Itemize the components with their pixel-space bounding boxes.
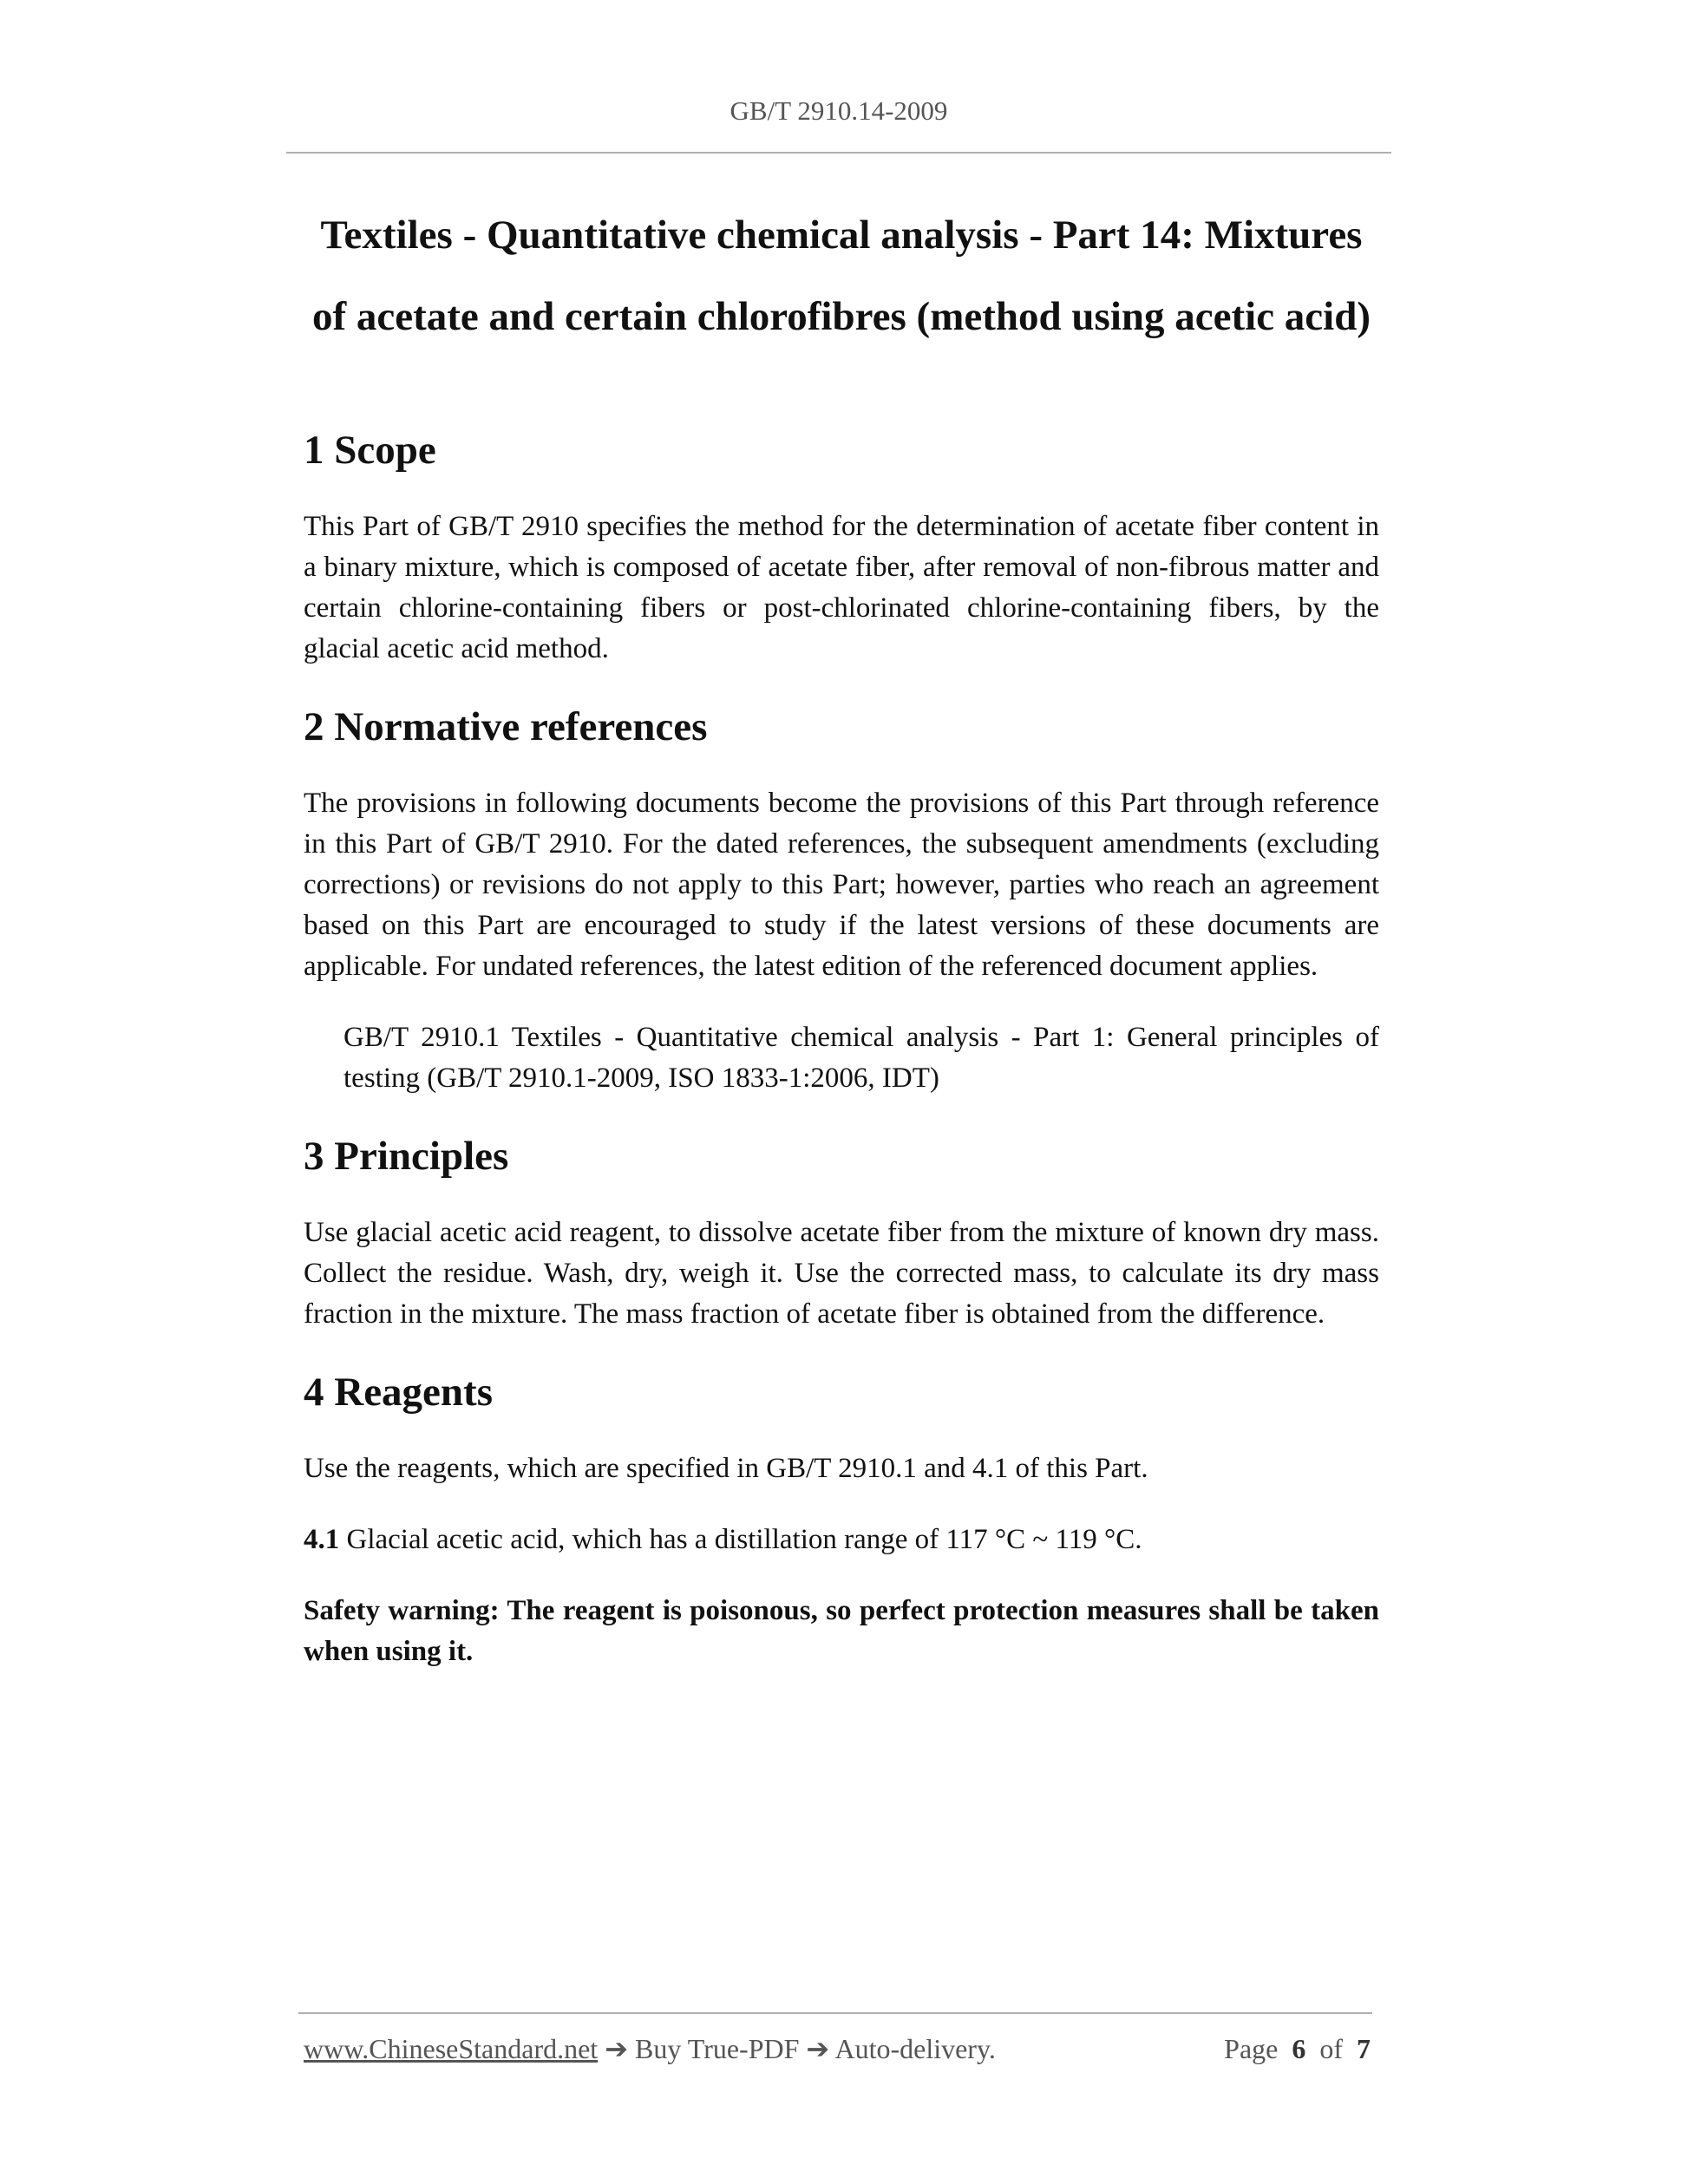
document-title-line-1: Textiles - Quantitative chemical analysis - Part 14: Mixtures [320, 213, 1363, 258]
header-divider [286, 152, 1391, 154]
footer-promo-text: ➔ Buy True-PDF ➔ Auto-delivery. [598, 2033, 996, 2064]
page-total: 7 [1357, 2033, 1371, 2064]
section-heading-reagents: 4 Reagents [304, 1370, 493, 1415]
page-current: 6 [1292, 2033, 1306, 2064]
page-footer [304, 2030, 1371, 2068]
footer-divider [298, 2012, 1372, 2014]
page-number [1224, 2030, 1371, 2068]
running-header: GB/T 2910.14-2009 [730, 95, 948, 126]
section-heading-normative-references: 2 Normative references [304, 704, 708, 749]
document-title [304, 194, 1379, 357]
safety-warning: Safety warning: The reagent is poisonous, so perfect protection measures shall be taken when using it. [304, 1595, 1379, 1667]
reagents-paragraph: Use the reagents, which are specified in GB/T 2910.1 and 4.1 of this Part. [304, 1453, 1148, 1484]
principles-paragraph: Use glacial acetic acid reagent, to dissolve acetate fiber from the mixture of known dry mass. Collect the residue. Wash, dry, weigh it. Use the corrected mass, to calculate its dry mass fraction in the mixture. The mass fraction of acetate fiber is obtained from the difference. [304, 1217, 1379, 1330]
clause-text: Glacial acetic acid, which has a distillation range of 117 °C ~ 119 °C. [339, 1524, 1142, 1555]
page-of-label: of [1319, 2033, 1343, 2064]
clause-number: 4.1 [304, 1524, 340, 1555]
reagent-clause-4-1 [304, 1520, 1379, 1560]
normative-references-paragraph: The provisions in following documents become the provisions of this Part through reference in this Part of GB/T 2910. For the dated references, the subsequent amendments (excluding corrections) or revisions do not apply to this Part; however, parties who reach an agreement based on this Part are encouraged to study if the latest versions of these documents are applicable. For undated references, the latest edition of the referenced document applies. [304, 788, 1379, 982]
document-title-line-2: of acetate and certain chlorofibres (method using acetic acid) [311, 294, 1371, 339]
document-body [304, 194, 1379, 1672]
website-link[interactable]: www.ChineseStandard.net [304, 2033, 599, 2064]
normative-reference-item: GB/T 2910.1 Textiles - Quantitative chemical analysis - Part 1: General principles of testing (GB/T 2910.1-2009, ISO 1833-1:2006, IDT) [343, 1022, 1379, 1094]
page-label: Page [1224, 2033, 1279, 2064]
section-heading-scope: 1 Scope [304, 428, 436, 473]
scope-paragraph: This Part of GB/T 2910 specifies the method for the determination of acetate fiber content in a binary mixture, which is composed of acetate fiber, after removal of non-fibrous matter and certain chlorine-containing fibers or post-chlorinated chlorine-containing fibers, by the glacial acetic acid method. [304, 511, 1379, 664]
section-heading-principles: 3 Principles [304, 1134, 509, 1179]
